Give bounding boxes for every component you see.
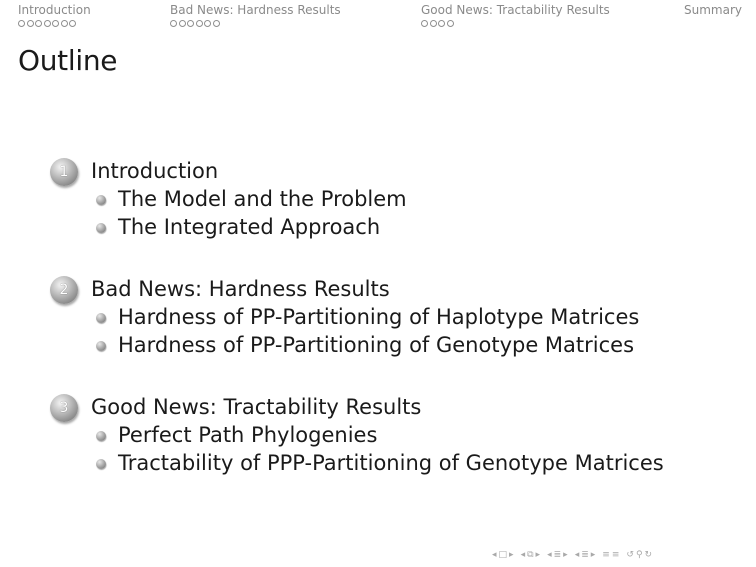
page-title: Outline: [18, 44, 118, 77]
nav-frame-dots: [421, 19, 610, 27]
frame-dot-icon[interactable]: [27, 20, 34, 27]
subsection-item[interactable]: Hardness of PP-Partitioning of Genotype Matrices: [118, 333, 635, 357]
frame-dot-icon[interactable]: [69, 20, 76, 27]
bullet-icon: [96, 195, 106, 205]
nav-section-label[interactable]: Bad News: Hardness Results: [170, 3, 341, 17]
undo-icon[interactable]: ↺: [626, 550, 634, 560]
nav-section-label[interactable]: Summary: [684, 3, 742, 17]
nav-section-summary[interactable]: [684, 3, 742, 17]
bullet-icon: [96, 313, 106, 323]
nav-frame-dots: [18, 19, 91, 27]
subsection-item[interactable]: The Model and the Problem: [118, 187, 407, 211]
section-number-badge: 3: [50, 394, 78, 422]
nav-section-bad-news[interactable]: [170, 3, 341, 27]
frame-dot-icon[interactable]: [18, 20, 25, 27]
frame-dot-icon[interactable]: [61, 20, 68, 27]
section-number-badge: 1: [50, 158, 78, 186]
align-icon[interactable]: ≡: [611, 550, 620, 560]
section-title[interactable]: Introduction: [91, 159, 219, 183]
frame-dot-icon[interactable]: [196, 20, 203, 27]
bullet-icon: [96, 431, 106, 441]
subsection-icon[interactable]: ≣: [553, 550, 562, 560]
navigation-symbols: [492, 548, 657, 562]
frame-dot-icon[interactable]: [35, 20, 42, 27]
frame-icon[interactable]: ⧉: [527, 550, 534, 560]
arrow-right-icon[interactable]: ▸: [563, 550, 568, 560]
arrow-left-icon[interactable]: ◂: [520, 550, 526, 560]
frame-dot-icon[interactable]: [213, 20, 220, 27]
frame-dot-icon[interactable]: [438, 20, 445, 27]
align-icon[interactable]: ≡: [602, 550, 610, 560]
frame-dot-icon[interactable]: [179, 20, 186, 27]
section-title[interactable]: Good News: Tractability Results: [91, 395, 422, 419]
section-title[interactable]: Bad News: Hardness Results: [91, 277, 390, 301]
arrow-right-icon[interactable]: ▸: [535, 550, 541, 560]
frame-dot-icon[interactable]: [44, 20, 51, 27]
frame-dot-icon[interactable]: [187, 20, 194, 27]
subsection-item[interactable]: Hardness of PP-Partitioning of Haplotype Matrices: [118, 305, 640, 329]
nav-section-introduction[interactable]: [18, 3, 91, 27]
nav-section-good-news[interactable]: [421, 3, 610, 27]
frame-dot-icon[interactable]: [421, 20, 428, 27]
arrow-right-icon[interactable]: ▸: [590, 550, 596, 560]
section-number-badge: 2: [50, 276, 78, 304]
frame-dot-icon[interactable]: [430, 20, 437, 27]
subsection-item[interactable]: Perfect Path Phylogenies: [118, 423, 378, 447]
bullet-icon: [96, 459, 106, 469]
frame-dot-icon[interactable]: [447, 20, 454, 27]
frame-dot-icon[interactable]: [204, 20, 211, 27]
arrow-left-icon[interactable]: ◂: [574, 550, 580, 560]
section-icon[interactable]: ≣: [581, 550, 589, 560]
frame-dot-icon[interactable]: [170, 20, 177, 27]
bullet-icon: [96, 341, 106, 351]
subsection-item[interactable]: The Integrated Approach: [118, 215, 381, 239]
arrow-right-icon[interactable]: ▸: [509, 550, 514, 560]
nav-section-label[interactable]: Good News: Tractability Results: [421, 3, 610, 17]
frame-dot-icon[interactable]: [52, 20, 59, 27]
slide-icon[interactable]: □: [498, 550, 508, 560]
nav-frame-dots: [170, 19, 341, 27]
section-navigation-bar: [0, 0, 756, 34]
nav-section-label[interactable]: Introduction: [18, 3, 91, 17]
arrow-left-icon[interactable]: ◂: [492, 550, 497, 560]
bullet-icon: [96, 223, 106, 233]
subsection-item[interactable]: Tractability of PPP-Partitioning of Genotype Matrices: [118, 451, 664, 475]
arrow-left-icon[interactable]: ◂: [547, 550, 552, 560]
redo-icon[interactable]: ↻: [644, 550, 653, 560]
search-icon[interactable]: ⚲: [635, 550, 643, 560]
